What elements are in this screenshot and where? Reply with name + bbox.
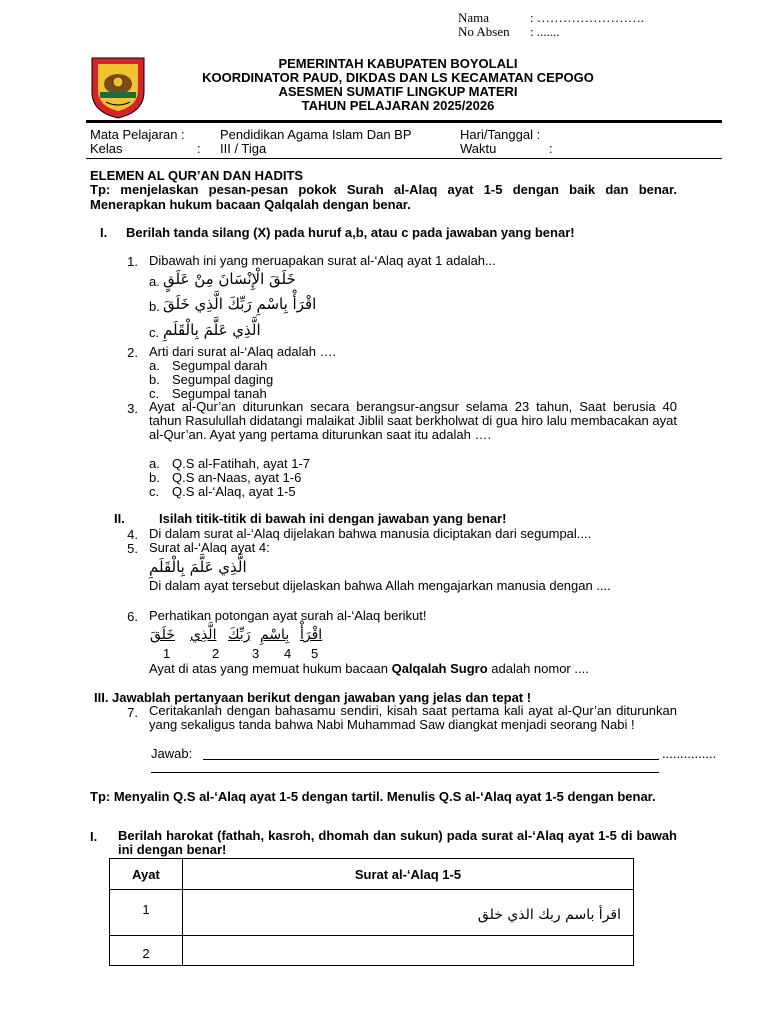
- q2-a-label: a.: [149, 358, 160, 373]
- section2-part-1-num: I.: [90, 829, 98, 844]
- q3-b-text: Q.S an-Naas, ayat 1-6: [172, 470, 302, 485]
- kelas-value: III / Tiga: [220, 141, 267, 156]
- jawab-label: Jawab:: [151, 746, 193, 761]
- q6-word-3: رَبِّكَ: [228, 627, 251, 643]
- jawab-line-1[interactable]: [203, 759, 659, 760]
- q6-number-5: 5: [311, 646, 319, 661]
- header-divider: [86, 120, 722, 123]
- q6-word-1: خَلَقَ: [150, 627, 175, 643]
- q1-a-arabic: خَلَقَ الْإِنْسَانَ مِنْ عَلَقٍ: [163, 270, 296, 288]
- waktu-label: Waktu: [460, 141, 497, 156]
- q6-text-2: Ayat di atas yang memuat hukum bacaan Qalqalah Sugro adalah nomor ....: [149, 661, 589, 676]
- part-2-title: Isilah titik-titik di bawah ini dengan jawaban yang benar!: [159, 511, 507, 526]
- q1-c-arabic: الَّذِي عَلَّمَ بِالْقَلَمِ: [163, 321, 261, 339]
- q6-num: 6.: [127, 609, 138, 624]
- student-name-label: Nama: [458, 10, 490, 25]
- header-line-3: ASESMEN SUMATIF LINGKUP MATERI: [278, 84, 518, 99]
- header-line-4: TAHUN PELAJARAN 2025/2026: [301, 98, 495, 113]
- q1-text: Dibawah ini yang meruapakan surat al-‘Alaq ayat 1 adalah...: [149, 253, 496, 268]
- q3-c-label: c.: [149, 484, 160, 499]
- part-1-title: Berilah tanda silang (X) pada huruf a,b, atau c pada jawaban yang benar!: [126, 225, 575, 240]
- q4-num: 4.: [127, 527, 138, 542]
- q7-text: Ceritakanlah dengan bahasamu sendiri, kisah saat pertama kali ayat al-Qur’an diturunkan yang sekaligus tanda bahwa Nabi Muhammad Saw diangkat menjadi seorang Nabi !: [149, 703, 677, 732]
- q3-a-text: Q.S al-Fatihah, ayat 1-7: [172, 456, 311, 471]
- mapel-label: Mata Pelajaran :: [90, 127, 185, 142]
- q6-text: Perhatikan potongan ayat surah al-‘Alaq berikut!: [149, 608, 427, 623]
- q4-text: Di dalam surat al-‘Alaq dijelakan bahwa manusia diciptakan dari segumpal....: [149, 526, 592, 541]
- q3-num: 3.: [127, 401, 138, 416]
- header-line-2: KOORDINATOR PAUD, DIKDAS DAN LS KECAMATAN CEPOGO: [202, 70, 594, 85]
- q1-b-arabic: اقْرَأْ بِاسْمِ رَبِّكَ الَّذِي خَلَقَ: [163, 295, 317, 313]
- row-1-text-cell[interactable]: [183, 890, 634, 936]
- q3-a-label: a.: [149, 456, 160, 471]
- jawab-line-2[interactable]: [151, 772, 659, 773]
- hari-label: Hari/Tanggal :: [460, 127, 541, 142]
- section2-part-1-title: Berilah harokat (fathah, kasroh, dhomah dan sukun) pada surat al-‘Alaq ayat 1-5 di bawah ini dengan benar!: [118, 828, 677, 857]
- q3-text: Ayat al-Qur’an diturunkan secara berangsur-angsur selama 23 tahun, Saat berusia 40 tahun Rasulullah didatangi malaikat Jiblil saat berkholwat di gua hiro lalu membacakan ayat al-Qur’an. Ayat yang pertama diturunkan saat itu adalah ….: [149, 399, 677, 442]
- q6-word-5: اقْرَأْ: [300, 627, 323, 643]
- tp-1: Tp: menjelaskan pesan-pesan pokok Surah al-Alaq ayat 1-5 dengan baik dan benar. Menerapkan hukum bacaan Qalqalah dengan benar.: [90, 182, 677, 212]
- jawab-dots: ...............: [662, 746, 717, 761]
- q1-c-label: c.: [149, 325, 160, 340]
- ayat-table: [109, 858, 634, 966]
- col-surat-header: Surat al-‘Alaq 1-5: [183, 859, 634, 890]
- row-1-arabic: اقرأ باسم ربك الذي خلق: [477, 907, 621, 923]
- waktu-colon: :: [549, 141, 553, 156]
- q1-b-label: b.: [149, 299, 160, 314]
- q2-text: Arti dari surat al-‘Alaq adalah ….: [149, 344, 337, 359]
- row-2-ayat: 2: [110, 936, 183, 966]
- q6-word-4: بِاسْمِ: [260, 627, 290, 643]
- section-title: ELEMEN AL QUR’AN DAN HADITS: [90, 168, 304, 183]
- row-1-ayat: 1: [110, 890, 183, 936]
- q1-a-label: a.: [149, 274, 160, 289]
- kelas-label: Kelas: [90, 141, 123, 156]
- q7-num: 7.: [127, 705, 138, 720]
- row-2-text-cell[interactable]: [183, 936, 634, 966]
- q3-c-text: Q.S al-‘Alaq, ayat 1-5: [172, 484, 296, 499]
- q2-a-text: Segumpal darah: [172, 358, 268, 373]
- q6-number-1: 1: [163, 646, 171, 661]
- q2-b-text: Segumpal daging: [172, 372, 274, 387]
- q6-number-4: 4: [284, 646, 292, 661]
- q1-num: 1.: [127, 254, 138, 269]
- q5-arabic: الَّذِي عَلَّمَ بِالْقَلَمِ: [149, 558, 247, 576]
- col-ayat-header: Ayat: [110, 859, 183, 890]
- q6-number-3: 3: [252, 646, 260, 661]
- q2-num: 2.: [127, 345, 138, 360]
- student-absen-value: : .......: [530, 24, 560, 39]
- student-name-value: : …………………….: [530, 10, 645, 25]
- info-divider: [86, 158, 722, 159]
- part-3-title: III. Jawablah pertanyaan berikut dengan jawaban yang jelas dan tepat !: [94, 690, 532, 705]
- q2-b-label: b.: [149, 372, 160, 387]
- q6-word-2: الَّذِي: [190, 627, 217, 643]
- header-line-1: PEMERINTAH KABUPATEN BOYOLALI: [278, 56, 518, 71]
- mapel-value: Pendidikan Agama Islam Dan BP: [220, 127, 412, 142]
- part-2-num: II.: [114, 511, 125, 526]
- q5-num: 5.: [127, 541, 138, 556]
- q2-c-label: c.: [149, 386, 160, 401]
- student-absen-label: No Absen: [458, 24, 510, 39]
- q6-number-2: 2: [212, 646, 220, 661]
- tp-2: Tp: Menyalin Q.S al-‘Alaq ayat 1-5 dengan tartil. Menulis Q.S al-‘Alaq ayat 1-5 dengan benar.: [90, 789, 656, 804]
- part-1-num: I.: [100, 225, 108, 240]
- q2-c-text: Segumpal tanah: [172, 386, 267, 401]
- q3-b-label: b.: [149, 470, 160, 485]
- q5-text-2: Di dalam ayat tersebut dijelaskan bahwa Allah mengajarkan manusia dengan ....: [149, 578, 611, 593]
- q5-text: Surat al-‘Alaq ayat 4:: [149, 540, 270, 555]
- kelas-colon: :: [197, 141, 201, 156]
